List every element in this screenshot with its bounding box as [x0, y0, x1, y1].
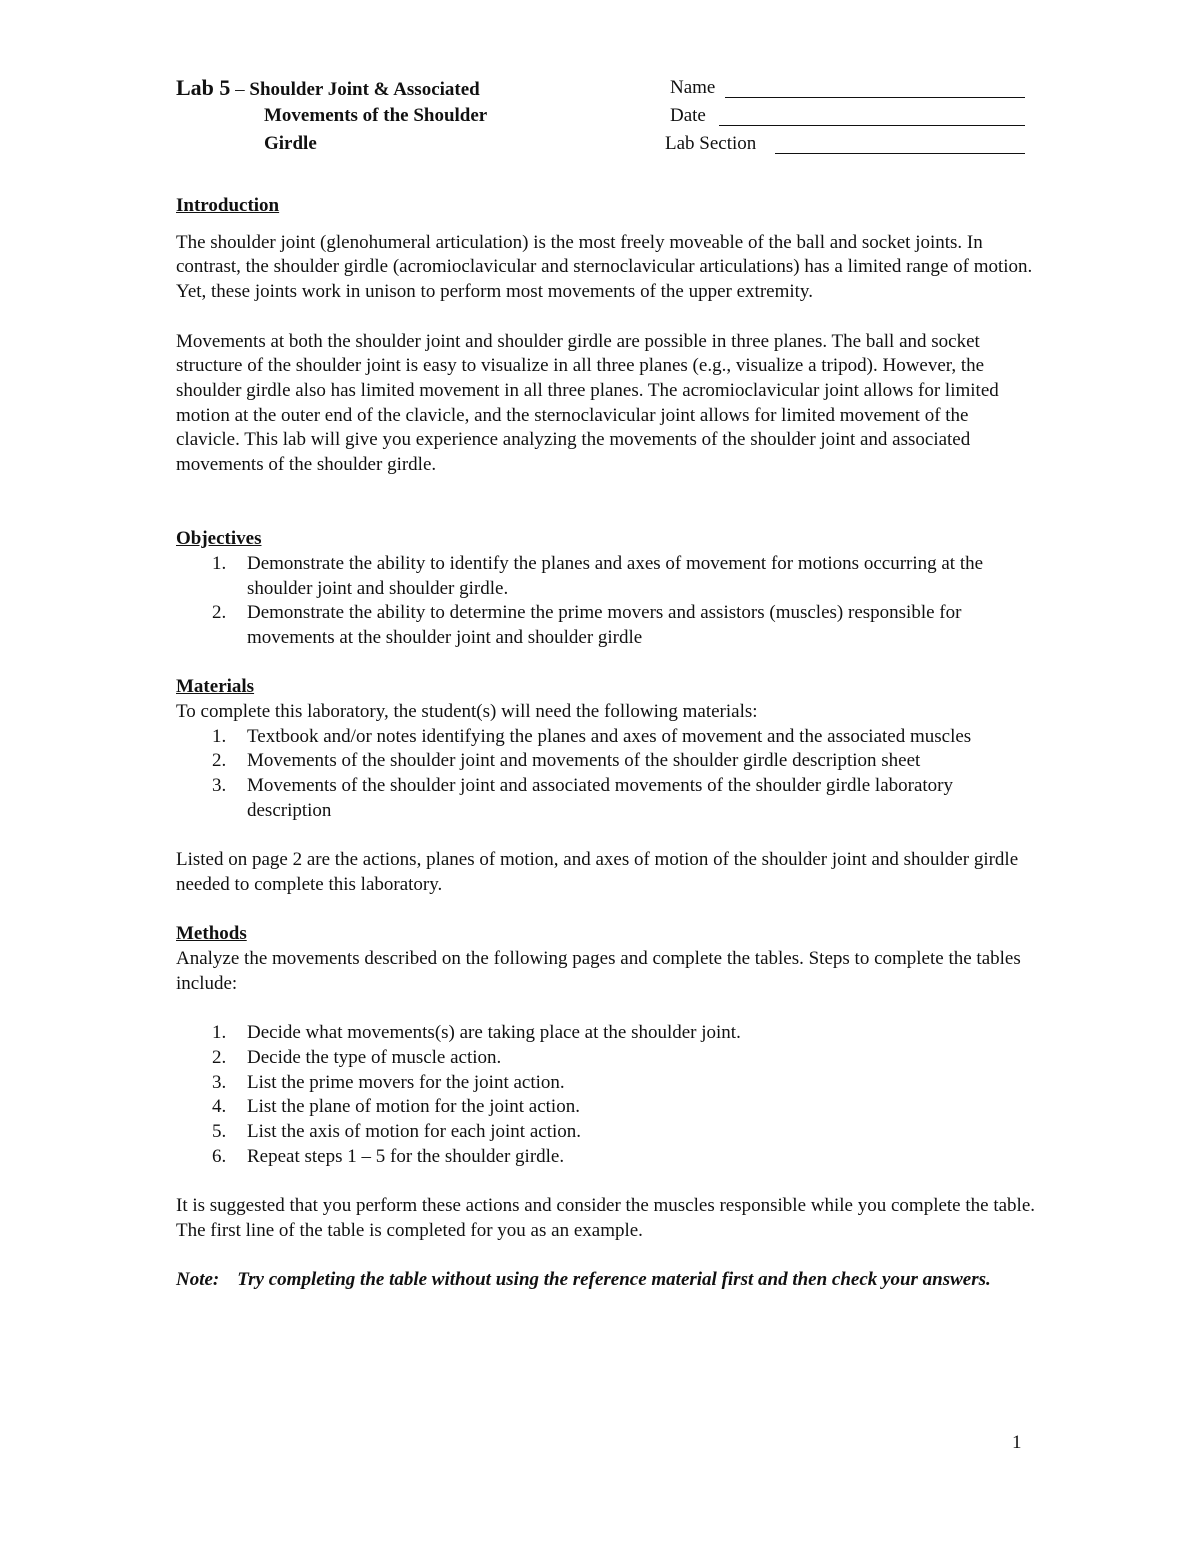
name-label: Name [670, 77, 716, 98]
page-number: 1 [1012, 1432, 1022, 1453]
methods-closing: It is suggested that you perform these actions and consider the muscles responsible while you complete the table. The first line of the table is completed for you as an example. [176, 1195, 1035, 1241]
materials-heading: Materials [176, 676, 255, 698]
title-dash: – [230, 79, 250, 100]
list-item: 2. Demonstrate the ability to determine the prime movers and assistors (muscles) responsible for movements at the shoulder joint and shoulder girdle [212, 602, 962, 648]
introduction-heading: Introduction [176, 195, 280, 216]
note-paragraph [176, 1268, 1036, 1293]
name-blank-line[interactable] [725, 97, 1025, 98]
list-item: 4. List the plane of motion for the joint action. [212, 1096, 580, 1118]
list-item: 5. List the axis of motion for each joint action. [212, 1120, 582, 1142]
date-blank-line[interactable] [719, 125, 1025, 126]
introduction-paragraph-2: Movements at both the shoulder joint and shoulder girdle are possible in three planes. The ball and socket structure of the shoulder joint is easy to visualize in all three planes (e.g., visualize a tripod). However, the shoulder girdle also has limited movement in all three planes. The acromioclavicular joint allows for limited motion at the outer end of the clavicle, and the sternoclavicular joint allows for limited movement of the clavicle. This lab will give you experience analyzing the movements of the shoulder joint and associated movements of the shoulder girdle. [176, 330, 999, 476]
date-label: Date [670, 105, 706, 126]
list-item: 2. Movements of the shoulder joint and movements of the shoulder girdle description sheet [212, 750, 921, 772]
document-header [176, 74, 1036, 164]
title-line-2: Movements of the Shoulder [264, 105, 488, 126]
materials-closing: Listed on page 2 are the actions, planes of motion, and axes of motion of the shoulder joint and shoulder girdle needed to complete this laboratory. [176, 849, 1019, 895]
list-item: 3. List the prime movers for the joint action. [212, 1071, 565, 1093]
date-field [665, 102, 1025, 130]
introduction-paragraph-1: The shoulder joint (glenohumeral articulation) is the most freely moveable of the ball and socket joints. In contrast, the shoulder girdle (acromioclavicular and sternoclavicular articulations) has a limited range of motion. Yet, these joints work in unison to perform most movements of the upper extremity. [176, 231, 1033, 303]
lab-section-blank-line[interactable] [775, 153, 1025, 154]
title-line-1: Shoulder Joint & Associated [249, 79, 480, 100]
objectives-list [176, 552, 1036, 651]
note-label: Note: [176, 1269, 220, 1291]
methods-intro: Analyze the movements described on the following pages and complete the tables. Steps to complete the tables include: [176, 948, 1021, 994]
name-field [665, 74, 1025, 102]
list-item: 1. Decide what movements(s) are taking place at the shoulder joint. [212, 1022, 741, 1044]
lab-section-label: Lab Section [665, 133, 757, 154]
list-item: 6. Repeat steps 1 – 5 for the shoulder girdle. [212, 1145, 565, 1167]
list-item: 2. Decide the type of muscle action. [212, 1046, 502, 1068]
methods-heading: Methods [176, 923, 247, 945]
document-body [176, 194, 1036, 1293]
student-info-form [665, 74, 1025, 158]
methods-steps-list [176, 1021, 1036, 1169]
materials-intro: To complete this laboratory, the student(s) will need the following materials: [176, 701, 758, 722]
materials-list [176, 725, 1036, 824]
note-text: Try completing the table without using the reference material first and then check your answers. [237, 1269, 991, 1291]
lab-number: Lab 5 [176, 75, 231, 100]
list-item: 1. Demonstrate the ability to identify the planes and axes of movement for motions occurring at the shoulder joint and shoulder girdle. [212, 552, 984, 599]
lab-title [176, 74, 616, 158]
list-item: 3. Movements of the shoulder joint and associated movements of the shoulder girdle laboratory description [212, 775, 953, 821]
title-line-3: Girdle [264, 133, 317, 154]
objectives-heading: Objectives [176, 528, 262, 550]
lab-section-field [665, 130, 1025, 158]
list-item: 1. Textbook and/or notes identifying the planes and axes of movement and the associated muscles [212, 725, 972, 747]
